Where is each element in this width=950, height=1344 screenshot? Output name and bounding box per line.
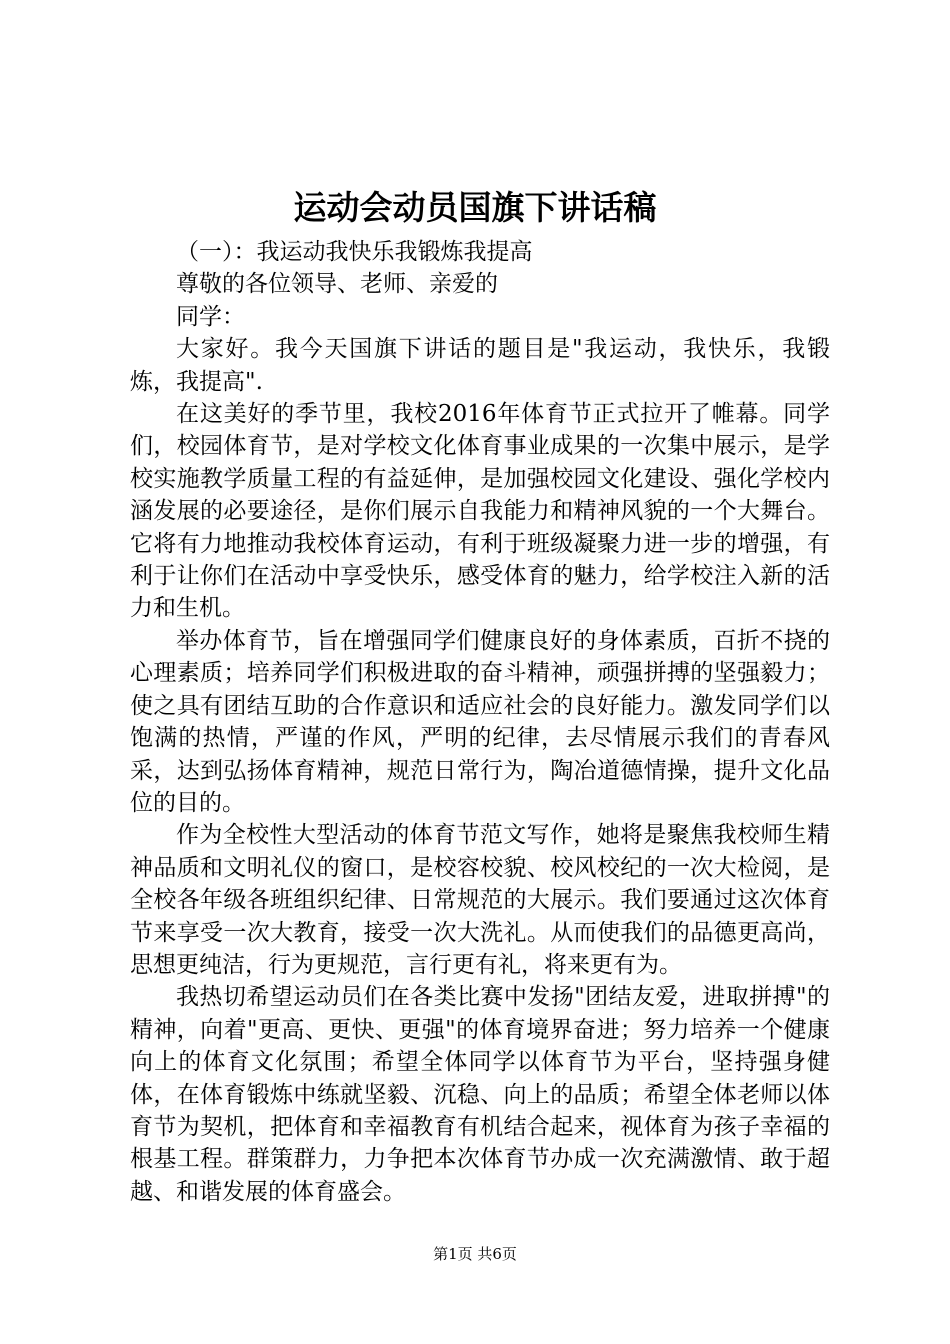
document-title: 运动会动员国旗下讲话稿 — [293, 188, 657, 227]
body-paragraph: 作为全校性大型活动的体育节范文写作，她将是聚焦我校师生精神品质和文明礼仪的窗口，是校容校貌、校风校纪的一次大检阅，是全校各年级各班组织纪律、日常规范的大展示。我们要通过这次体育节来享受一次大教育，接受一次大洗礼。从而使我们的品德更高尚，思想更纯洁，行为更规范，言行更有礼，将来更有为。 — [130, 822, 830, 978]
subtitle-paragraph: （一）：我运动我快乐我锻炼我提高 — [176, 239, 533, 265]
body-paragraph: 举办体育节，旨在增强同学们健康良好的身体素质，百折不挠的心理素质；培养同学们积极进取的奋斗精神，顽强拼搏的坚强毅力；使之具有团结互助的合作意识和适应社会的良好能力。激发同学们以饱满的热情，严谨的作风，严明的纪律，去尽情展示我们的青春风采，达到弘扬体育精神，规范日常行为，陶冶道德情操，提升文化品位的目的。 — [130, 627, 830, 816]
salutation-line: 同学： — [176, 303, 245, 330]
body-paragraph: 我热切希望运动员们在各类比赛中发扬"团结友爱，进取拼搏"的精神，向着"更高、更快、更强"的体育境界奋进；努力培养一个健康向上的体育文化氛围；希望全体同学以体育节为平台，坚持强身健体，在体育锻炼中练就坚毅、沉稳、向上的品质；希望全体老师以体育节为契机，把体育和幸福教育有机结合起来，视体育为孩子幸福的根基工程。群策群力，力争把本次体育节办成一次充满激情、敢于超越、和谐发展的体育盛会。 — [130, 984, 830, 1205]
salutation-line: 尊敬的各位领导、老师、亲爱的 — [176, 271, 498, 298]
page-number-footer: 第1页 共6页 — [433, 1245, 517, 1263]
document-body — [130, 236, 830, 1208]
body-paragraph: 在这美好的季节里，我校2016年体育节正式拉开了帷幕。同学们，校园体育节，是对学校文化体育事业成果的一次集中展示，是学校实施教学质量工程的有益延伸，是加强校园文化建设、强化学校内涵发展的必要途径，是你们展示自我能力和精神风貌的一个大舞台。它将有力地推动我校体育运动，有利于班级凝聚力进一步的增强，有利于让你们在活动中享受快乐，感受体育的魅力，给学校注入新的活力和生机。 — [130, 401, 830, 622]
body-paragraph: 大家好。我今天国旗下讲话的题目是"我运动，我快乐，我锻炼，我提高". — [130, 336, 830, 395]
